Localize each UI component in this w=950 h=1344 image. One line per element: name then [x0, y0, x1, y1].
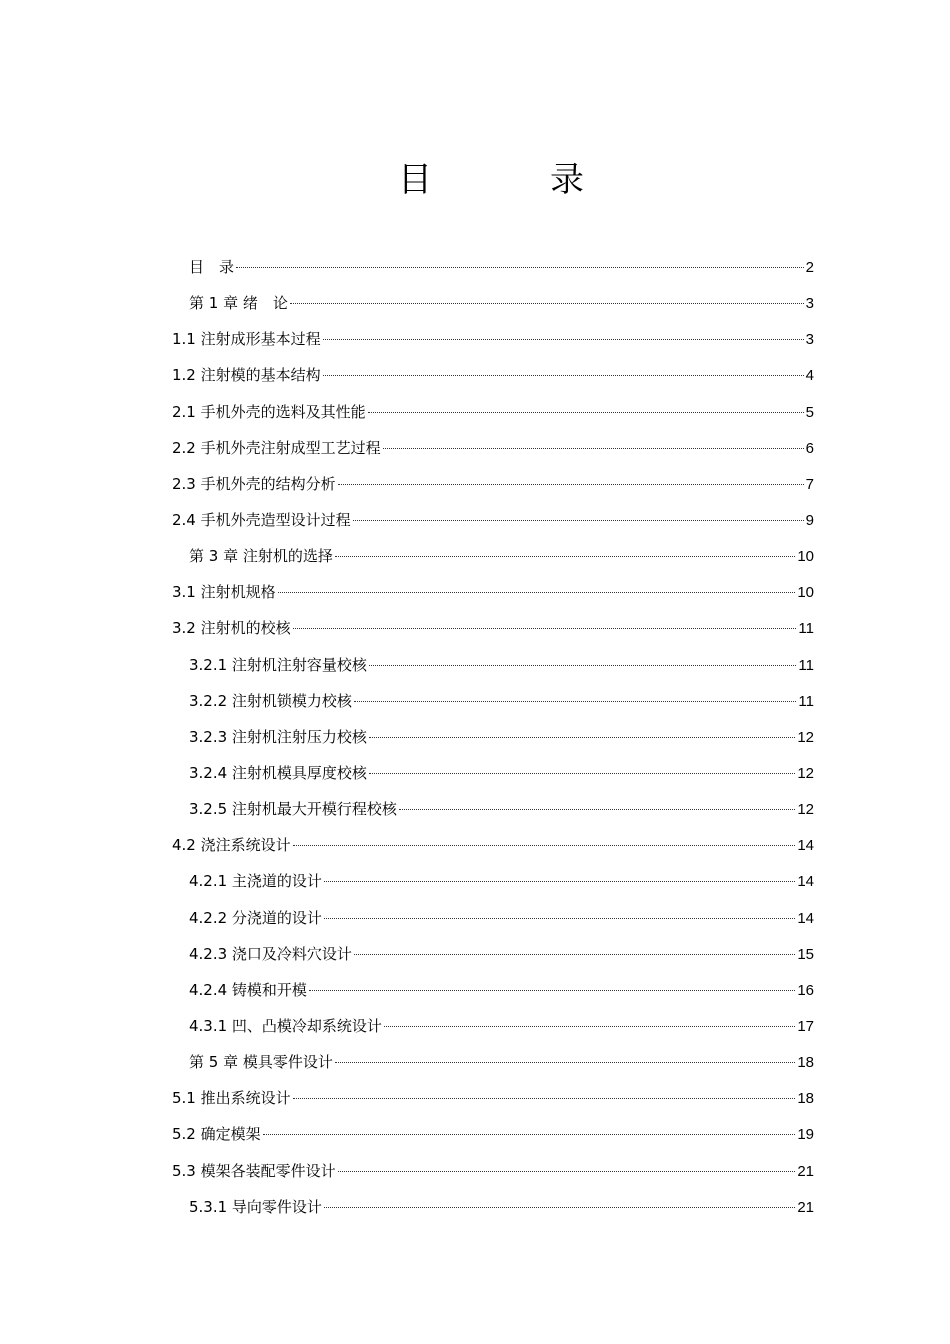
toc-entry[interactable]: [172, 791, 814, 827]
toc-page-number: 17: [797, 1017, 814, 1035]
toc-entry[interactable]: [172, 863, 814, 899]
toc-entry-label: 3.1 注射机规格: [172, 583, 276, 602]
toc-entry-label: 第 5 章 模具零件设计: [189, 1053, 333, 1072]
toc-page-number: 11: [798, 656, 814, 674]
toc-entry[interactable]: [172, 538, 814, 574]
toc-entry-label: 3.2.4 注射机模具厚度校核: [189, 763, 367, 782]
toc-entry[interactable]: [172, 827, 814, 863]
toc-entry[interactable]: [172, 1044, 814, 1080]
toc-entry-label: 1.1 注射成形基本过程: [172, 330, 321, 349]
toc-dot-leader: [335, 556, 795, 557]
toc-entry[interactable]: [172, 936, 814, 972]
toc-page-number: 10: [797, 584, 814, 602]
toc-dot-leader: [290, 303, 804, 304]
toc-entry[interactable]: [172, 466, 814, 502]
toc-entry-label: 第 3 章 注射机的选择: [189, 547, 333, 566]
toc-entry[interactable]: [172, 430, 814, 466]
toc-dot-leader: [278, 592, 796, 593]
toc-dot-leader: [324, 1207, 795, 1208]
toc-dot-leader: [384, 1026, 795, 1027]
toc-page-number: 6: [805, 439, 814, 457]
toc-entry[interactable]: [172, 1008, 814, 1044]
page-title: 目 录: [398, 160, 626, 200]
toc-entry-label: 5.1 推出系统设计: [172, 1089, 291, 1108]
toc-entry-label: 5.3 模架各装配零件设计: [172, 1161, 336, 1180]
toc-entry[interactable]: [172, 321, 814, 357]
toc-entry[interactable]: [172, 900, 814, 936]
toc-page-number: 15: [797, 945, 814, 963]
toc-entry-label: 2.4 手机外壳造型设计过程: [172, 510, 351, 529]
toc-page-number: 18: [797, 1054, 814, 1072]
toc-entry[interactable]: [172, 357, 814, 393]
toc-page-number: 2: [805, 259, 814, 276]
toc-dot-leader: [324, 918, 795, 919]
toc-entry-label: 4.3.1 凹、凸模冷却系统设计: [189, 1016, 382, 1035]
toc-entry[interactable]: [172, 394, 814, 430]
toc-entry-label: 2.2 手机外壳注射成型工艺过程: [172, 438, 381, 457]
toc-entry-label: 5.3.1 导向零件设计: [189, 1197, 322, 1216]
toc-page-number: 14: [797, 837, 814, 855]
toc-page-number: 5: [805, 403, 814, 421]
toc-entry[interactable]: [172, 1080, 814, 1116]
toc-entry[interactable]: [172, 683, 814, 719]
toc-entry-label: 2.1 手机外壳的选料及其性能: [172, 402, 366, 421]
toc-dot-leader: [335, 1062, 795, 1063]
toc-entry-label: 1.2 注射模的基本结构: [172, 366, 321, 385]
toc-entry-label: 3.2.5 注射机最大开模行程校核: [189, 800, 397, 819]
toc-page-number: 18: [797, 1090, 814, 1108]
toc-dot-leader: [324, 881, 795, 882]
toc-entry[interactable]: [172, 1189, 814, 1225]
toc-dot-leader: [368, 412, 804, 413]
toc-dot-leader: [369, 665, 796, 666]
toc-page-number: 21: [797, 1162, 814, 1180]
toc-entry[interactable]: [172, 249, 814, 285]
toc-page-number: 16: [797, 981, 814, 999]
toc-entry-label: 5.2 确定模架: [172, 1125, 261, 1144]
toc-dot-leader: [236, 267, 804, 268]
toc-entry[interactable]: [172, 610, 814, 646]
toc-entry-label: 3.2 注射机的校核: [172, 619, 291, 638]
toc-dot-leader: [293, 628, 797, 629]
toc-entry[interactable]: [172, 755, 814, 791]
toc-entry-label: 4.2.3 浇口及冷料穴设计: [189, 944, 352, 963]
toc-dot-leader: [323, 375, 804, 376]
toc-entry-label: 4.2 浇注系统设计: [172, 836, 291, 855]
toc-dot-leader: [399, 809, 795, 810]
toc-entry-label: 3.2.1 注射机注射容量校核: [189, 655, 367, 674]
toc-dot-leader: [323, 339, 804, 340]
toc-entry[interactable]: [172, 285, 814, 321]
toc-entry[interactable]: [172, 719, 814, 755]
toc-page-number: 9: [805, 511, 814, 529]
toc-dot-leader: [309, 990, 795, 991]
toc-entry-label: 4.2.2 分浇道的设计: [189, 908, 322, 927]
toc-entry[interactable]: [172, 647, 814, 683]
toc-entry-label: 3.2.2 注射机锁模力校核: [189, 691, 352, 710]
toc-page-number: 12: [797, 801, 814, 819]
toc-dot-leader: [383, 448, 804, 449]
toc-entry[interactable]: [172, 502, 814, 538]
toc-entry-label: 4.2.4 铸模和开模: [189, 980, 307, 999]
toc-page-number: 14: [797, 909, 814, 927]
toc-entry[interactable]: [172, 1116, 814, 1152]
toc-entry[interactable]: [172, 1153, 814, 1189]
toc-dot-leader: [338, 484, 804, 485]
toc-page-number: 21: [797, 1198, 814, 1216]
toc-entry-label: 目 录: [189, 258, 235, 276]
toc-dot-leader: [338, 1171, 796, 1172]
table-of-contents: [172, 249, 814, 1225]
toc-dot-leader: [369, 737, 795, 738]
toc-dot-leader: [354, 701, 796, 702]
toc-page-number: 12: [797, 764, 814, 782]
toc-entry-label: 4.2.1 主浇道的设计: [189, 872, 322, 891]
toc-page-number: 3: [805, 331, 814, 349]
toc-entry-label: 3.2.3 注射机注射压力校核: [189, 727, 367, 746]
toc-page-number: 11: [798, 620, 814, 638]
toc-page-number: 7: [805, 475, 814, 493]
toc-page-number: 4: [805, 367, 814, 385]
toc-entry[interactable]: [172, 972, 814, 1008]
toc-page-number: 14: [797, 873, 814, 891]
toc-dot-leader: [263, 1134, 796, 1135]
toc-page-number: 12: [797, 728, 814, 746]
toc-entry-label: 第 1 章 绪 论: [189, 294, 288, 313]
toc-page-number: 3: [805, 295, 814, 313]
toc-dot-leader: [293, 1098, 796, 1099]
toc-page-number: 19: [797, 1126, 814, 1144]
toc-entry[interactable]: [172, 574, 814, 610]
toc-dot-leader: [354, 954, 795, 955]
toc-page-number: 11: [798, 692, 814, 710]
toc-dot-leader: [353, 520, 804, 521]
toc-dot-leader: [293, 845, 796, 846]
toc-page-number: 10: [797, 548, 814, 566]
toc-dot-leader: [369, 773, 795, 774]
toc-entry-label: 2.3 手机外壳的结构分析: [172, 474, 336, 493]
